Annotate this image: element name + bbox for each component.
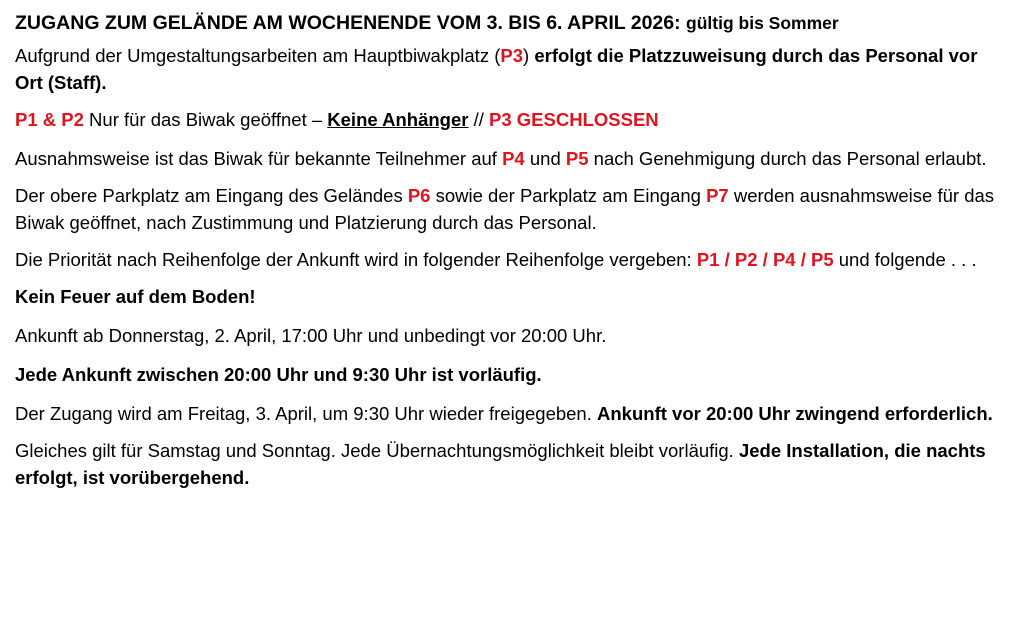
text: Aufgrund der Umgestaltungsarbeiten am Hauptbiwakplatz ( xyxy=(15,45,501,66)
priority-order-labels: P1 / P2 / P4 / P5 xyxy=(696,249,834,270)
text: nach Genehmigung durch das Personal erlaubt. xyxy=(588,148,987,169)
parking-label-p6: P6 xyxy=(407,185,431,206)
text: und xyxy=(524,148,566,169)
text: Der obere Parkplatz am Eingang des Geländes xyxy=(15,185,408,206)
paragraph-p6-p7 xyxy=(15,182,1010,236)
staff-allocation-note: erfolgt die Platzzuweisung durch das Personal vor Ort (Staff). xyxy=(15,45,978,93)
parking-label-p4: P4 xyxy=(502,148,525,169)
parking-label-p7: P7 xyxy=(706,185,729,206)
title-main: ZUGANG ZUM GELÄNDE AM WOCHENENDE VOM 3. BIS 6. APRIL 2026: xyxy=(15,12,681,34)
text: // xyxy=(468,109,490,130)
text: Nur für das Biwak geöffnet – xyxy=(83,109,328,130)
paragraph-restructuring xyxy=(15,42,1010,96)
paragraph-provisional-arrival: Jede Ankunft zwischen 20:00 Uhr und 9:30 Uhr ist vorläufig. xyxy=(15,364,542,385)
parking-label-p5: P5 xyxy=(565,148,589,169)
text: Die Priorität nach Reihenfolge der Ankunft wird in folgender Reihenfolge vergeben: xyxy=(15,249,697,270)
text: Gleiches gilt für Samstag und Sonntag. Jede Übernachtungsmöglichkeit bleibt vorläufig. xyxy=(15,440,739,461)
title-subtitle: gültig bis Sommer xyxy=(686,13,839,33)
text: Ausnahmsweise ist das Biwak für bekannte Teilnehmer auf xyxy=(15,148,503,169)
paragraph-no-fire: Kein Feuer auf dem Boden! xyxy=(15,286,256,307)
night-installation-note: Jede Installation, die nachts erfolgt, ist vorübergehend. xyxy=(15,440,986,488)
paragraph-friday-access xyxy=(15,400,1010,427)
parking-label-p3: P3 xyxy=(500,45,524,66)
text: sowie der Parkplatz am Eingang xyxy=(430,185,707,206)
paragraph-weekend-rules xyxy=(15,437,1010,491)
paragraph-priority-order xyxy=(15,246,1010,273)
text: werden ausnahmsweise für das Biwak geöffnet, nach Zustimmung und Platzierung durch das Personal. xyxy=(15,185,995,233)
no-trailer-note: Keine Anhänger xyxy=(327,109,469,130)
paragraph-p4-p5 xyxy=(15,145,1010,172)
p3-closed-label: P3 GESCHLOSSEN xyxy=(489,109,659,130)
text: ) xyxy=(523,45,535,66)
text: Der Zugang wird am Freitag, 3. April, um 9:30 Uhr wieder freigegeben. xyxy=(15,403,598,424)
arrival-requirement-note: Ankunft vor 20:00 Uhr zwingend erforderlich. xyxy=(597,403,993,424)
text: und folgende . . . xyxy=(833,249,977,270)
page-title xyxy=(15,8,1010,38)
paragraph-arrival-time: Ankunft ab Donnerstag, 2. April, 17:00 Uhr und unbedingt vor 20:00 Uhr. xyxy=(15,325,607,346)
parking-label-p1-p2: P1 & P2 xyxy=(15,109,84,130)
paragraph-p1-p2-status xyxy=(15,106,1010,133)
